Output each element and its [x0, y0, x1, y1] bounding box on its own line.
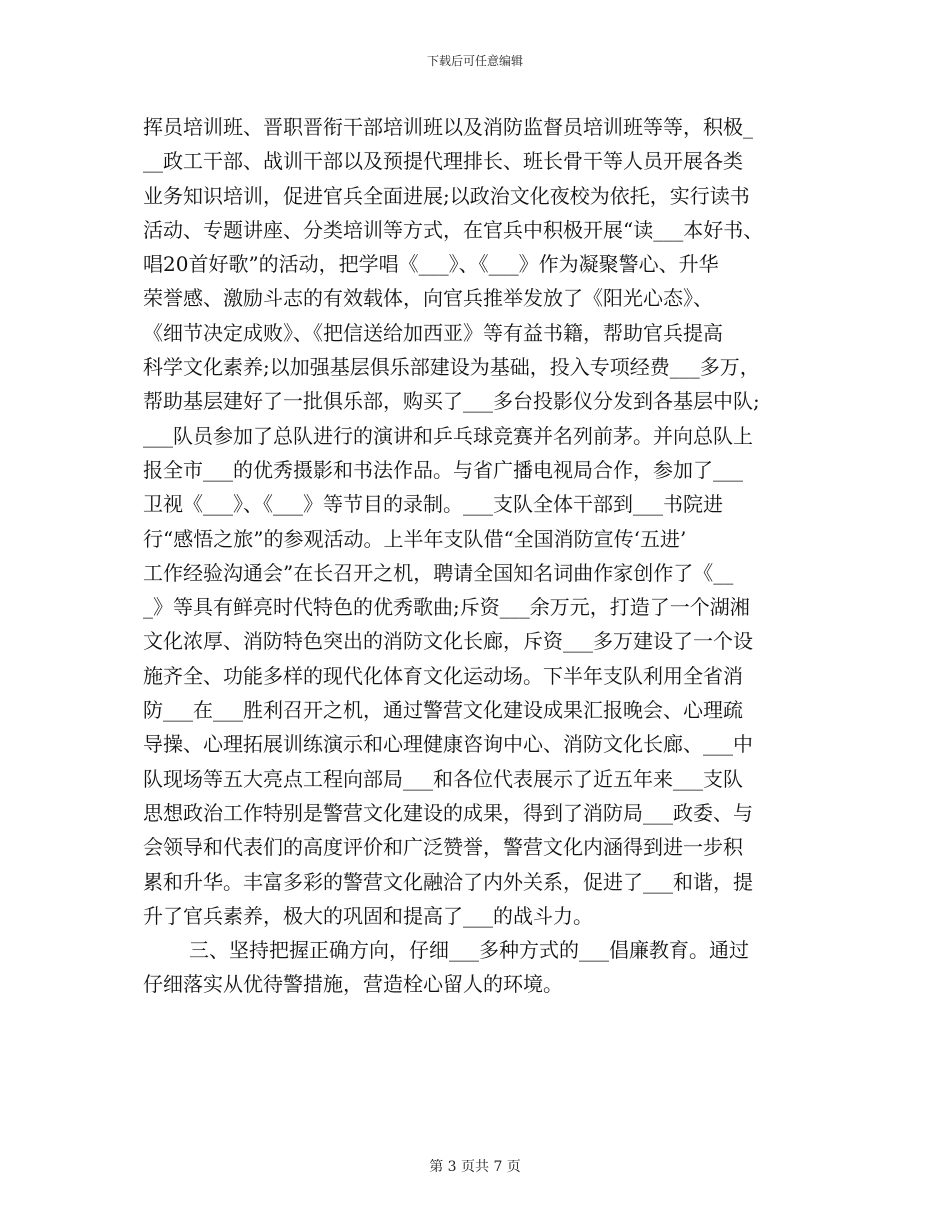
text-line: 卫视《___》、《___》等节目的录制。___支队全体干部到___书院进	[143, 492, 723, 517]
text-line: 仔细落实从优待警措施，营造栓心留人的环境。	[143, 972, 563, 997]
text-line: 帮助基层建好了一批俱乐部，购买了___多台投影仪分发到各基层中队;	[143, 389, 760, 414]
text-line: 导操、心理拓展训练演示和心理健康咨询中心、消防文化长廊、___中	[143, 732, 753, 757]
text-line: 施齐全、功能多样的现代化体育文化运动场。下半年支队利用全省消	[143, 663, 743, 688]
text-line: _》等具有鲜亮时代特色的优秀歌曲;斥资___余万元，打造了一个湖湘	[143, 595, 750, 620]
text-line: 挥员培训班、晋职晋衔干部培训班以及消防监督员培训班等等，积极_	[143, 115, 753, 139]
section-heading-line: 三、坚持把握正确方向，仔细___多种方式的___倡廉教育。通过	[189, 938, 749, 963]
text-line: 工作经验沟通会”在长召开之机，聘请全国知名词曲作家创作了《__	[143, 560, 734, 585]
text-line: 科学文化素养;以加强基层俱乐部建设为基础，投入专项经费___多万，	[143, 355, 760, 380]
text-line: 会领导和代表们的高度评价和广泛赞誉，警营文化内涵得到进一步积	[143, 835, 743, 860]
text-line: 升了官兵素养，极大的巩固和提高了___的战斗力。	[143, 903, 593, 928]
text-line: 《细节决定成败》、《把信送给加西亚》等有益书籍，帮助官兵提高	[143, 320, 723, 345]
document-body	[143, 110, 823, 1002]
text-line: 唱20首好歌”的活动，把学唱《___》、《___》作为凝聚警心、升华	[143, 252, 719, 277]
text-line: 队现场等五大亮点工程向部局___和各位代表展示了近五年来___支队	[143, 766, 743, 791]
page-number: 第 3 页共 7 页	[429, 1159, 521, 1175]
text-line: 防___在___胜利召开之机，通过警营文化建设成果汇报晚会、心理疏	[143, 698, 743, 723]
text-line: ___队员参加了总队进行的演讲和乒乓球竞赛并名列前茅。并向总队上	[143, 423, 753, 448]
text-line: 累和升华。丰富多彩的警营文化融洽了内外关系，促进了___和谐，提	[143, 869, 753, 894]
text-line: 报全市___的优秀摄影和书法作品。与省广播电视局合作，参加了___	[143, 457, 743, 482]
text-line: 活动、专题讲座、分类培训等方式，在官兵中积极开展“读___本好书、	[143, 217, 764, 242]
text-line: 业务知识培训，促进官兵全面进展;以政治文化夜校为依托，实行读书	[143, 183, 750, 208]
text-line: 文化浓厚、消防特色突出的消防文化长廊，斥资___多万建设了一个设	[143, 629, 753, 654]
text-line: 荣誉感、激励斗志的有效载体，向官兵推举发放了《阳光心态》、	[143, 286, 713, 311]
text-line: 行“感悟之旅”的参观活动。上半年支队借“全国消防宣传‘五进’	[143, 526, 687, 551]
text-line: 思想政治工作特别是警营文化建设的成果，得到了消防局___政委、与	[143, 800, 753, 825]
page-header-note: 下载后可任意编辑	[426, 54, 523, 68]
text-line: __政工干部、战训干部以及预提代理排长、班长骨干等人员开展各类	[143, 149, 743, 174]
